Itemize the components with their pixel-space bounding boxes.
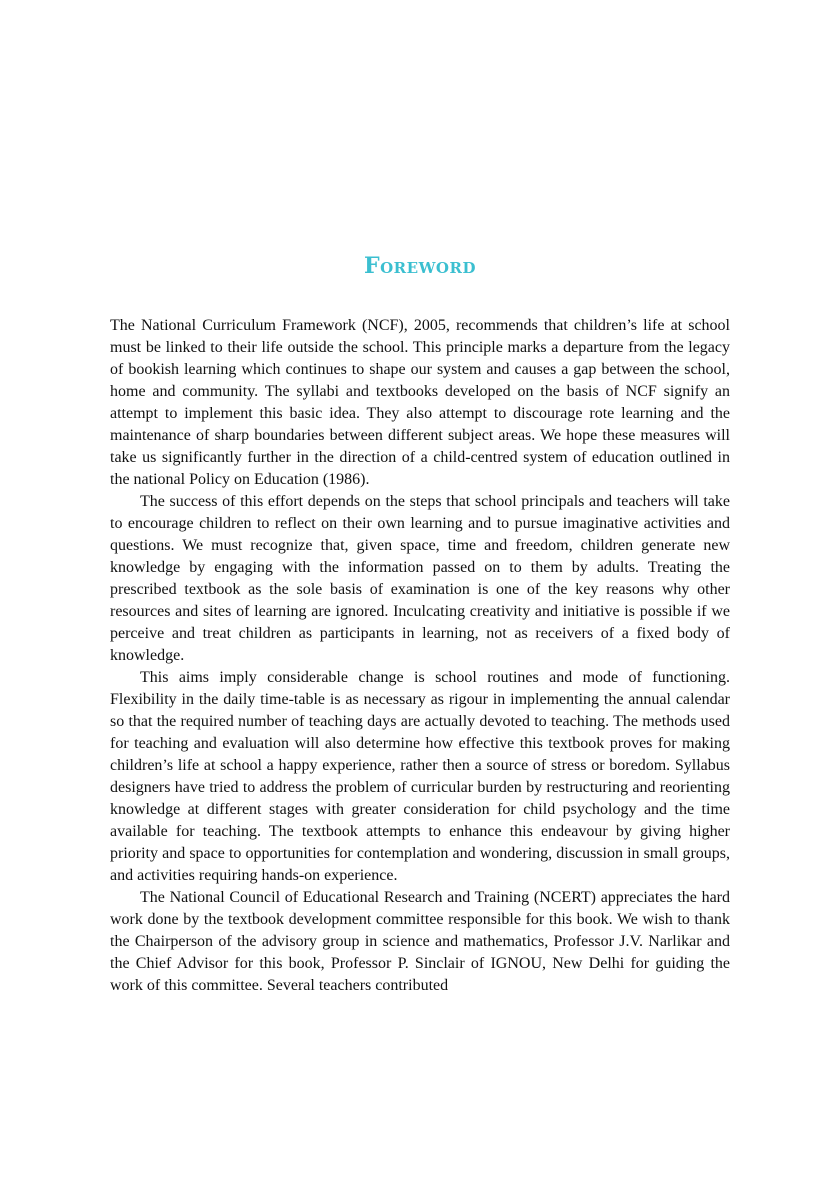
page-heading: Foreword: [364, 253, 476, 279]
paragraph-1: The National Curriculum Framework (NCF), 2005, recommends that children’s life at school must be linked to their life outside the school. This principle marks a departure from the legacy of bookish learning which continues to shape our system and causes a gap between the school, home and community. The syllabi and textbooks developed on the basis of NCF signify an attempt to implement this basic idea. They also attempt to discourage rote learning and the maintenance of sharp boundaries between different subject areas. We hope these measures will take us significantly further in the direction of a child-centred system of education outlined in the national Policy on Education (1986).: [110, 317, 730, 488]
paragraph-3: This aims imply considerable change is school routines and mode of functioning. Flexibility in the daily time-table is as necessary as rigour in implementing the annual calendar so that the required number of teaching days are actually devoted to teaching. The methods used for teaching and evaluation will also determine how effective this textbook proves for making children’s life at school a happy experience, rather then a source of stress or boredom. Syllabus designers have tried to address the problem of curricular burden by restructuring and reorienting knowledge at different stages with greater consideration for child psychology and the time available for teaching. The textbook attempts to enhance this endeavour by giving higher priority and space to opportunities for contemplation and wondering, discussion in small groups, and activities requiring hands-on experience.: [110, 669, 730, 884]
body-text: [110, 315, 730, 997]
paragraph-2: The success of this effort depends on the steps that school principals and teachers will take to encourage children to reflect on their own learning and to pursue imaginative activities and questions. We must recognize that, given space, time and freedom, children generate new knowledge by engaging with the information passed on to them by adults. Treating the prescribed textbook as the sole basis of examination is one of the key reasons why other resources and sites of learning are ignored. Inculcating creativity and initiative is possible if we perceive and treat children as participants in learning, not as receivers of a fixed body of knowledge.: [110, 493, 730, 664]
paragraph-4: The National Council of Educational Research and Training (NCERT) appreciates the hard work done by the textbook development committee responsible for this book. We wish to thank the Chairperson of the advisory group in science and mathematics, Professor J.V. Narlikar and the Chief Advisor for this book, Professor P. Sinclair of IGNOU, New Delhi for guiding the work of this committee. Several teachers contributed: [110, 889, 730, 994]
